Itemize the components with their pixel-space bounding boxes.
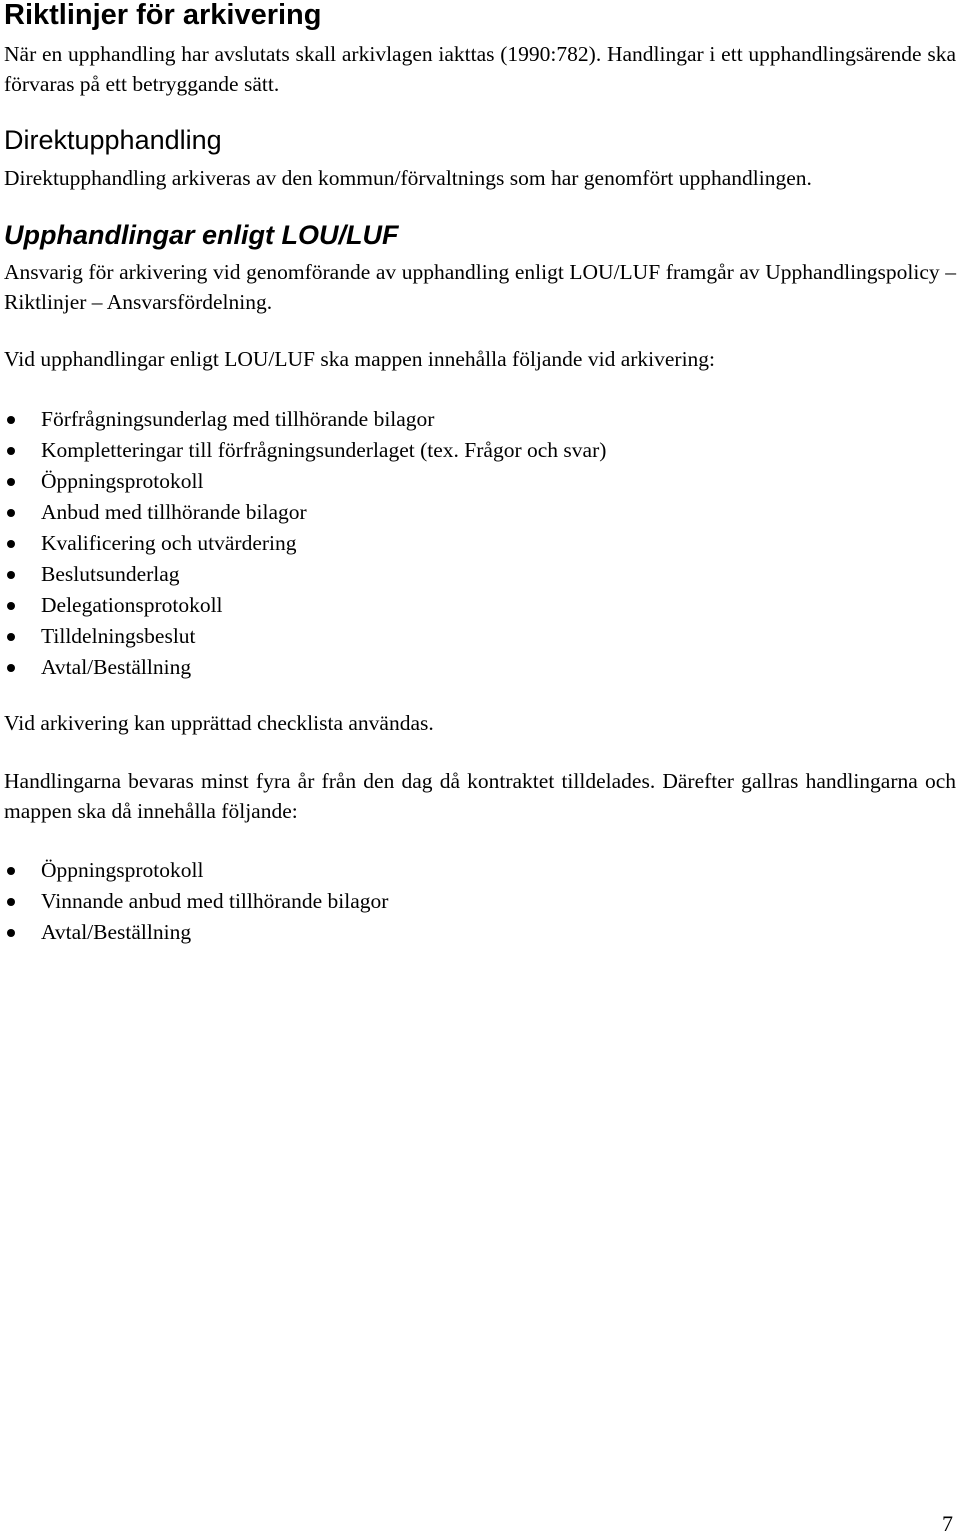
list-item: Kvalificering och utvärdering <box>4 528 606 559</box>
page-title: Riktlinjer för arkivering <box>4 0 322 31</box>
retention-paragraph: Handlingarna bevaras minst fyra år från den dag då kontraktet tilldelades. Därefter gallras handlingarna och mappen ska då innehålla följande: <box>4 769 956 823</box>
bullet-icon <box>7 447 15 455</box>
bullet-icon <box>7 540 15 548</box>
archive-contents-list <box>4 404 606 683</box>
checklist-note: Vid arkivering kan upprättad checklista användas. <box>4 711 434 735</box>
list-item: Öppningsprotokoll <box>4 855 388 886</box>
list-item: Tilldelningsbeslut <box>4 621 606 652</box>
section-heading-direct: Direktupphandling <box>4 125 222 155</box>
bullet-icon <box>7 571 15 579</box>
bullet-icon <box>7 664 15 672</box>
bullet-icon <box>7 929 15 937</box>
section-heading-lou: Upphandlingar enligt LOU/LUF <box>4 220 399 250</box>
page-number: 7 <box>942 1511 953 1536</box>
direct-paragraph: Direktupphandling arkiveras av den kommun/förvaltnings som har genomfört upphandlingen. <box>4 166 812 190</box>
list-item: Avtal/Beställning <box>4 652 606 683</box>
lou-list-intro: Vid upphandlingar enligt LOU/LUF ska mappen innehålla följande vid arkivering: <box>4 347 716 371</box>
bullet-icon <box>7 416 15 424</box>
list-item: Vinnande anbud med tillhörande bilagor <box>4 886 388 917</box>
bullet-icon <box>7 633 15 641</box>
list-item: Avtal/Beställning <box>4 917 388 948</box>
list-item: Anbud med tillhörande bilagor <box>4 497 606 528</box>
bullet-icon <box>7 898 15 906</box>
bullet-icon <box>7 602 15 610</box>
bullet-icon <box>7 509 15 517</box>
lou-responsibility-paragraph: Ansvarig för arkivering vid genomförande av upphandling enligt LOU/LUF framgår av Upphandlingspolicy – Riktlinjer – Ansvarsfördelning. <box>4 260 956 314</box>
retained-contents-list <box>4 855 388 948</box>
list-item: Kompletteringar till förfrågningsunderlaget (tex. Frågor och svar) <box>4 435 606 466</box>
list-item: Delegationsprotokoll <box>4 590 606 621</box>
list-item: Öppningsprotokoll <box>4 466 606 497</box>
list-item: Förfrågningsunderlag med tillhörande bilagor <box>4 404 606 435</box>
bullet-icon <box>7 867 15 875</box>
intro-paragraph: När en upphandling har avslutats skall arkivlagen iakttas (1990:782). Handlingar i ett upphandlingsärende ska förvaras på ett betryggande sätt. <box>4 42 956 96</box>
list-item: Beslutsunderlag <box>4 559 606 590</box>
bullet-icon <box>7 478 15 486</box>
